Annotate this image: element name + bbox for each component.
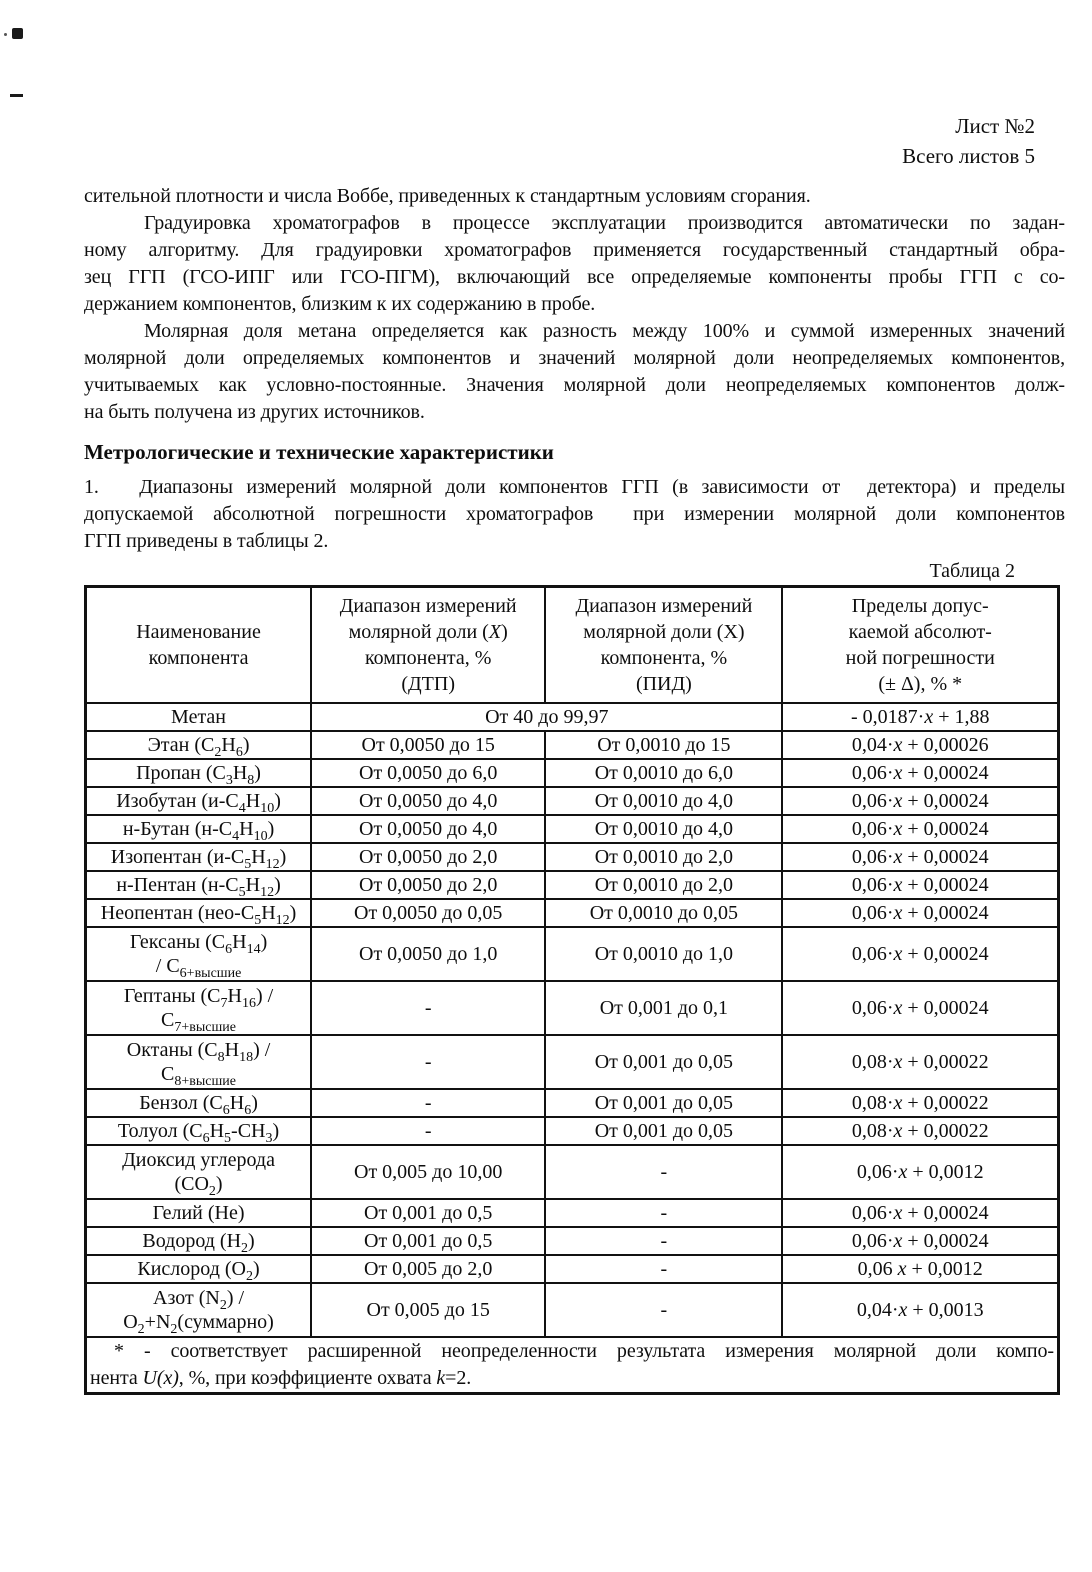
table-row bbox=[86, 787, 1059, 815]
table-row bbox=[86, 899, 1059, 927]
cell-error-limit: 0,06·x + 0,00024 bbox=[782, 1227, 1058, 1255]
paragraph-2 bbox=[84, 210, 1065, 318]
cell-range-dtp: От 0,0050 до 4,0 bbox=[311, 787, 545, 815]
cell-range-pid: От 0,0010 до 4,0 bbox=[545, 787, 782, 815]
cell-error-limit: 0,06·x + 0,00024 bbox=[782, 927, 1058, 981]
cell-error-limit: 0,06·x + 0,00024 bbox=[782, 981, 1058, 1035]
sheet-number: Лист №2 bbox=[955, 114, 1035, 138]
cell-range-dtp: - bbox=[311, 981, 545, 1035]
cell-range-dtp: От 0,001 до 0,5 bbox=[311, 1199, 545, 1227]
table-row bbox=[86, 759, 1059, 787]
cell-range-pid: От 0,001 до 0,05 bbox=[545, 1117, 782, 1145]
paragraph-line: зец ГГП (ГСО-ИПГ или ГСО-ПГМ), включающий все определяемые компоненты пробы ГГП с со- bbox=[84, 266, 1065, 288]
spec-table bbox=[84, 585, 1060, 1395]
cell-component-name: Толуол $(C_6H_5-CH_3)$ bbox=[86, 1117, 312, 1145]
paragraph-line: молярной доли определяемых компонентов и значений молярной доли неопределяемых компонентов, bbox=[84, 347, 1065, 369]
cell-range-pid: - bbox=[545, 1199, 782, 1227]
spec-table-body bbox=[86, 703, 1059, 1394]
table-caption: Таблица 2 bbox=[929, 560, 1015, 582]
cell-range-dtp: От 0,001 до 0,5 bbox=[311, 1227, 545, 1255]
cell-component-name: Азот $(N_2)$ / $O_2+N_2(суммарно)$ bbox=[86, 1283, 312, 1337]
footnote-line: нента U(x), %, при коэффициенте охвата k=2. bbox=[90, 1367, 472, 1389]
table-row bbox=[86, 843, 1059, 871]
cell-range-dtp: - bbox=[311, 1089, 545, 1117]
cell-component-name: н-Пентан $(н-C_5H_{12})$ bbox=[86, 871, 312, 899]
table-row bbox=[86, 1035, 1059, 1089]
cell-range-pid: От 0,001 до 0,05 bbox=[545, 1089, 782, 1117]
table-row bbox=[86, 1283, 1059, 1337]
sheet-header bbox=[902, 111, 1035, 171]
table-row bbox=[86, 1227, 1059, 1255]
sheet-total-count: Всего листов 5 bbox=[902, 144, 1035, 168]
cell-component-name: Изобутан $(и-C_4H_{10})$ bbox=[86, 787, 312, 815]
spec-table-header bbox=[86, 587, 1059, 704]
cell-component-name: Неопентан $(нео-C_5H_{12})$ bbox=[86, 899, 312, 927]
cell-error-limit: - 0,0187·x + 1,88 bbox=[782, 703, 1058, 731]
cell-range-dtp: От 0,0050 до 2,0 bbox=[311, 843, 545, 871]
paragraph-line: Молярная доля метана определяется как разность между 100% и суммой измеренных значений bbox=[144, 320, 1065, 342]
table-row bbox=[86, 1089, 1059, 1117]
section-heading: Метрологические и технические характеристики bbox=[84, 440, 554, 464]
cell-range-pid: - bbox=[545, 1145, 782, 1199]
cell-component-name: Гептаны $(C_7H_{16})$ / $C_{7+высшие}$ bbox=[86, 981, 312, 1035]
cell-error-limit: 0,06 x + 0,0012 bbox=[782, 1255, 1058, 1283]
cell-component-name: Гексаны $(C_6H_{14})$ / $C_{6+высшие}$ bbox=[86, 927, 312, 981]
cell-component-name: Диоксид углерода $(CO_2)$ bbox=[86, 1145, 312, 1199]
cell-range-pid: От 0,0010 до 0,05 bbox=[545, 899, 782, 927]
cell-range-pid: От 0,0010 до 1,0 bbox=[545, 927, 782, 981]
cell-range-dtp: От 0,0050 до 4,0 bbox=[311, 815, 545, 843]
cell-component-name: Кислород $(O_2)$ bbox=[86, 1255, 312, 1283]
table-row bbox=[86, 1199, 1059, 1227]
cell-component-name: Водород $(H_2)$ bbox=[86, 1227, 312, 1255]
table-row bbox=[86, 1145, 1059, 1199]
cell-error-limit: 0,06·x + 0,0012 bbox=[782, 1145, 1058, 1199]
cell-component-name: Бензол $(C_6H_6)$ bbox=[86, 1089, 312, 1117]
cell-range-pid: От 0,0010 до 15 bbox=[545, 731, 782, 759]
paragraph-3 bbox=[84, 318, 1065, 426]
cell-component-name: Изопентан $(и-C_5H_{12})$ bbox=[86, 843, 312, 871]
table-row bbox=[86, 1117, 1059, 1145]
cell-error-limit: 0,06·x + 0,00024 bbox=[782, 759, 1058, 787]
cell-range-pid: От 0,001 до 0,1 bbox=[545, 981, 782, 1035]
col-header-component: Наименование компонента bbox=[86, 587, 312, 704]
cell-range-dtp: От 0,005 до 2,0 bbox=[311, 1255, 545, 1283]
footnote-row bbox=[86, 1337, 1059, 1394]
scan-artifact bbox=[12, 28, 23, 39]
list-item-1 bbox=[84, 474, 1065, 555]
cell-error-limit: 0,06·x + 0,00024 bbox=[782, 899, 1058, 927]
cell-range-pid: От 0,0010 до 2,0 bbox=[545, 871, 782, 899]
table-footnote bbox=[86, 1337, 1059, 1394]
cell-error-limit: 0,06·x + 0,00024 bbox=[782, 787, 1058, 815]
cell-range-dtp: - bbox=[311, 1117, 545, 1145]
cell-error-limit: 0,08·x + 0,00022 bbox=[782, 1117, 1058, 1145]
table-row bbox=[86, 731, 1059, 759]
cell-component-name: Метан bbox=[86, 703, 312, 731]
paragraph-line: сительной плотности и числа Воббе, приведенных к стандартным условиям сгорания. bbox=[84, 185, 811, 207]
cell-component-name: Гелий (He) bbox=[86, 1199, 312, 1227]
cell-range-pid: От 0,0010 до 4,0 bbox=[545, 815, 782, 843]
scan-artifact bbox=[10, 94, 23, 97]
cell-range-dtp: От 0,0050 до 0,05 bbox=[311, 899, 545, 927]
cell-range-pid: - bbox=[545, 1283, 782, 1337]
table-row bbox=[86, 981, 1059, 1035]
cell-range-dtp: От 0,0050 до 1,0 bbox=[311, 927, 545, 981]
cell-range-pid: От 0,001 до 0,05 bbox=[545, 1035, 782, 1089]
cell-range-pid: - bbox=[545, 1255, 782, 1283]
cell-error-limit: 0,06·x + 0,00024 bbox=[782, 843, 1058, 871]
cell-component-name: н-Бутан $(н-C_4H_{10})$ bbox=[86, 815, 312, 843]
header-row bbox=[86, 587, 1059, 704]
table-row bbox=[86, 871, 1059, 899]
footnote-line: * - соответствует расширенной неопределенности результата измерения молярной доли компо- bbox=[114, 1340, 1054, 1362]
paragraph-line: ному алгоритму. Для градуировки хроматографов применяется государственный стандартный обра- bbox=[84, 239, 1065, 261]
cell-error-limit: 0,06·x + 0,00024 bbox=[782, 871, 1058, 899]
cell-range-pid: От 0,0010 до 2,0 bbox=[545, 843, 782, 871]
paragraph-line: держанием компонентов, близким к их содержанию в пробе. bbox=[84, 293, 596, 315]
col-header-range-dtp: Диапазон измерений молярной доли (X) компонента, % (ДТП) bbox=[311, 587, 545, 704]
cell-range-dtp: От 0,0050 до 15 bbox=[311, 731, 545, 759]
cell-range-pid: - bbox=[545, 1227, 782, 1255]
cell-range-dtp: От 0,005 до 10,00 bbox=[311, 1145, 545, 1199]
cell-error-limit: 0,04·x + 0,00026 bbox=[782, 731, 1058, 759]
cell-range-dtp: - bbox=[311, 1035, 545, 1089]
cell-error-limit: 0,08·x + 0,00022 bbox=[782, 1035, 1058, 1089]
paragraph-line: Градуировка хроматографов в процессе эксплуатации производится автоматически по задан- bbox=[144, 212, 1065, 234]
cell-range-combined: От 40 до 99,97 bbox=[311, 703, 782, 731]
list-item-line: ГГП приведены в таблицы 2. bbox=[84, 530, 329, 552]
table-row bbox=[86, 927, 1059, 981]
cell-range-dtp: От 0,005 до 15 bbox=[311, 1283, 545, 1337]
table-row bbox=[86, 1255, 1059, 1283]
col-header-error-limits: Пределы допус- каемой абсолют- ной погрешности (± Δ), % * bbox=[782, 587, 1058, 704]
cell-error-limit: 0,06·x + 0,00024 bbox=[782, 1199, 1058, 1227]
col-header-range-pid: Диапазон измерений молярной доли (X) компонента, % (ПИД) bbox=[545, 587, 782, 704]
cell-range-dtp: От 0,0050 до 2,0 bbox=[311, 871, 545, 899]
cell-error-limit: 0,08·x + 0,00022 bbox=[782, 1089, 1058, 1117]
document-content bbox=[84, 183, 1065, 1395]
paragraph-line: на быть получена из других источников. bbox=[84, 401, 425, 423]
paragraph-line: учитываемых как условно-постоянные. Значения молярной доли неопределяемых компонентов долж- bbox=[84, 374, 1065, 396]
table-row bbox=[86, 815, 1059, 843]
cell-component-name: Этан $(C_2H_6)$ bbox=[86, 731, 312, 759]
cell-component-name: Октаны $(C_8H_{18})$ / $C_{8+высшие}$ bbox=[86, 1035, 312, 1089]
scan-artifact bbox=[4, 33, 7, 36]
cell-error-limit: 0,06·x + 0,00024 bbox=[782, 815, 1058, 843]
cell-error-limit: 0,04·x + 0,0013 bbox=[782, 1283, 1058, 1337]
list-item-line: 1. Диапазоны измерений молярной доли компонентов ГГП (в зависимости от детектора) и пределы bbox=[84, 476, 1065, 498]
cell-range-dtp: От 0,0050 до 6,0 bbox=[311, 759, 545, 787]
table-row bbox=[86, 703, 1059, 731]
cell-component-name: Пропан $(C_3H_8)$ bbox=[86, 759, 312, 787]
body-paragraphs bbox=[84, 183, 1065, 426]
list-item-line: допускаемой абсолютной погрешности хроматографов при измерении молярной доли компонентов bbox=[84, 503, 1065, 525]
cell-range-pid: От 0,0010 до 6,0 bbox=[545, 759, 782, 787]
paragraph-1 bbox=[84, 183, 1065, 210]
